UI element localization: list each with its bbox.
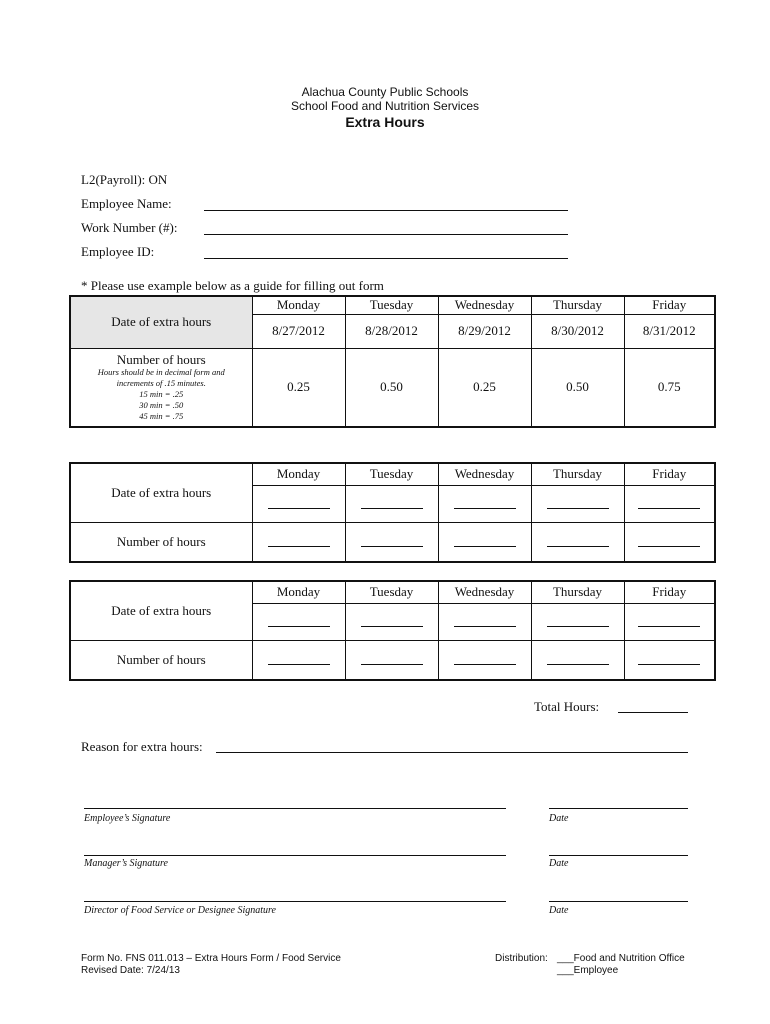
day-header: Friday [652, 466, 687, 482]
hours-input[interactable] [624, 522, 714, 561]
example-hours-label: Number of hours [116, 352, 206, 368]
employee-signature-line[interactable] [84, 808, 506, 809]
day-header: Thursday [531, 297, 624, 314]
example-table [71, 297, 714, 426]
hours-input[interactable] [252, 522, 345, 561]
total-hours-label: Total Hours: [534, 699, 600, 714]
hours-input[interactable] [252, 640, 345, 679]
example-hours: 0.75 [624, 348, 714, 426]
date-input[interactable] [531, 603, 624, 640]
hint-line: 30 min = .50 [139, 400, 184, 411]
total-hours-field[interactable] [618, 712, 688, 713]
day-header: Wednesday [438, 464, 531, 485]
director-signature-line[interactable] [84, 901, 506, 902]
hours-input[interactable] [438, 522, 531, 561]
revised-date: Revised Date: 7/24/13 [81, 965, 180, 976]
day-header: Monday [252, 582, 345, 603]
hours-input[interactable] [345, 522, 438, 561]
manager-date-caption: Date [549, 858, 569, 869]
date-label: Date of extra hours [71, 464, 252, 522]
date-input[interactable] [252, 603, 345, 640]
hours-input[interactable] [531, 522, 624, 561]
day-header: Friday [652, 584, 687, 600]
day-header: Wednesday [438, 297, 531, 314]
employee-id-field[interactable] [204, 258, 568, 259]
employee-name-label: Employee Name: [81, 196, 172, 211]
date-input[interactable] [345, 603, 438, 640]
example-hours: 0.50 [531, 348, 624, 426]
example-date: 8/28/2012 [345, 314, 438, 348]
hours-input[interactable] [345, 640, 438, 679]
hours-input[interactable] [624, 640, 714, 679]
hours-table-2 [71, 582, 714, 679]
hours-label: Number of hours [71, 522, 252, 561]
page-title: Extra Hours [345, 114, 425, 130]
director-date-line[interactable] [549, 901, 688, 902]
distribution-label: Distribution: [495, 953, 548, 964]
hint-line: Hours should be in decimal form and [97, 367, 225, 378]
example-note: * Please use example below as a guide for filling out form [81, 278, 384, 293]
employee-date-line[interactable] [549, 808, 688, 809]
dept-name: School Food and Nutrition Services [290, 99, 480, 113]
director-signature-caption: Director of Food Service or Designee Signature [84, 905, 276, 916]
date-input[interactable] [345, 485, 438, 522]
date-input[interactable] [252, 485, 345, 522]
example-date-label: Date of extra hours [71, 297, 252, 348]
day-header: Monday [252, 464, 345, 485]
example-date: 8/29/2012 [438, 314, 531, 348]
org-name: Alachua County Public Schools [301, 85, 469, 99]
hint-line: 45 min = .75 [139, 411, 184, 422]
reason-label: Reason for extra hours: [81, 739, 203, 754]
reason-field[interactable] [216, 752, 688, 753]
example-date: 8/27/2012 [252, 314, 345, 348]
hint-line: 15 min = .25 [139, 389, 184, 400]
day-header: Thursday [531, 464, 624, 485]
form-number: Form No. FNS 011.013 – Extra Hours Form / Food Service [81, 953, 341, 964]
distribution-food-office: ___Food and Nutrition Office [557, 953, 685, 964]
hours-input[interactable] [438, 640, 531, 679]
hours-label: Number of hours [71, 640, 252, 679]
manager-signature-caption: Manager’s Signature [84, 858, 168, 869]
example-date: 8/31/2012 [624, 314, 714, 348]
manager-date-line[interactable] [549, 855, 688, 856]
hours-input[interactable] [531, 640, 624, 679]
date-input[interactable] [531, 485, 624, 522]
example-hours: 0.50 [345, 348, 438, 426]
day-header: Tuesday [345, 297, 438, 314]
date-label: Date of extra hours [71, 582, 252, 640]
employee-signature-caption: Employee’s Signature [84, 813, 171, 824]
example-hours-cell [71, 348, 252, 426]
day-header: Tuesday [345, 582, 438, 603]
example-hours: 0.25 [438, 348, 531, 426]
day-header: Tuesday [345, 464, 438, 485]
payroll-label: L2(Payroll): ON [81, 172, 168, 187]
day-header: Monday [252, 297, 345, 314]
day-header: Friday [652, 297, 687, 313]
example-hours: 0.25 [252, 348, 345, 426]
employee-date-caption: Date [549, 813, 569, 824]
date-input[interactable] [624, 485, 714, 522]
distribution-employee: ___Employee [557, 965, 619, 976]
work-number-label: Work Number (#): [81, 220, 178, 235]
day-header: Thursday [531, 582, 624, 603]
example-date: 8/30/2012 [531, 314, 624, 348]
date-input[interactable] [438, 485, 531, 522]
manager-signature-line[interactable] [84, 855, 506, 856]
director-date-caption: Date [549, 905, 569, 916]
date-input[interactable] [438, 603, 531, 640]
date-input[interactable] [624, 603, 714, 640]
employee-id-label: Employee ID: [81, 244, 155, 259]
employee-name-field[interactable] [204, 210, 568, 211]
day-header: Wednesday [438, 582, 531, 603]
hint-line: increments of .15 minutes. [116, 378, 206, 389]
work-number-field[interactable] [204, 234, 568, 235]
hours-table-1 [71, 464, 714, 561]
